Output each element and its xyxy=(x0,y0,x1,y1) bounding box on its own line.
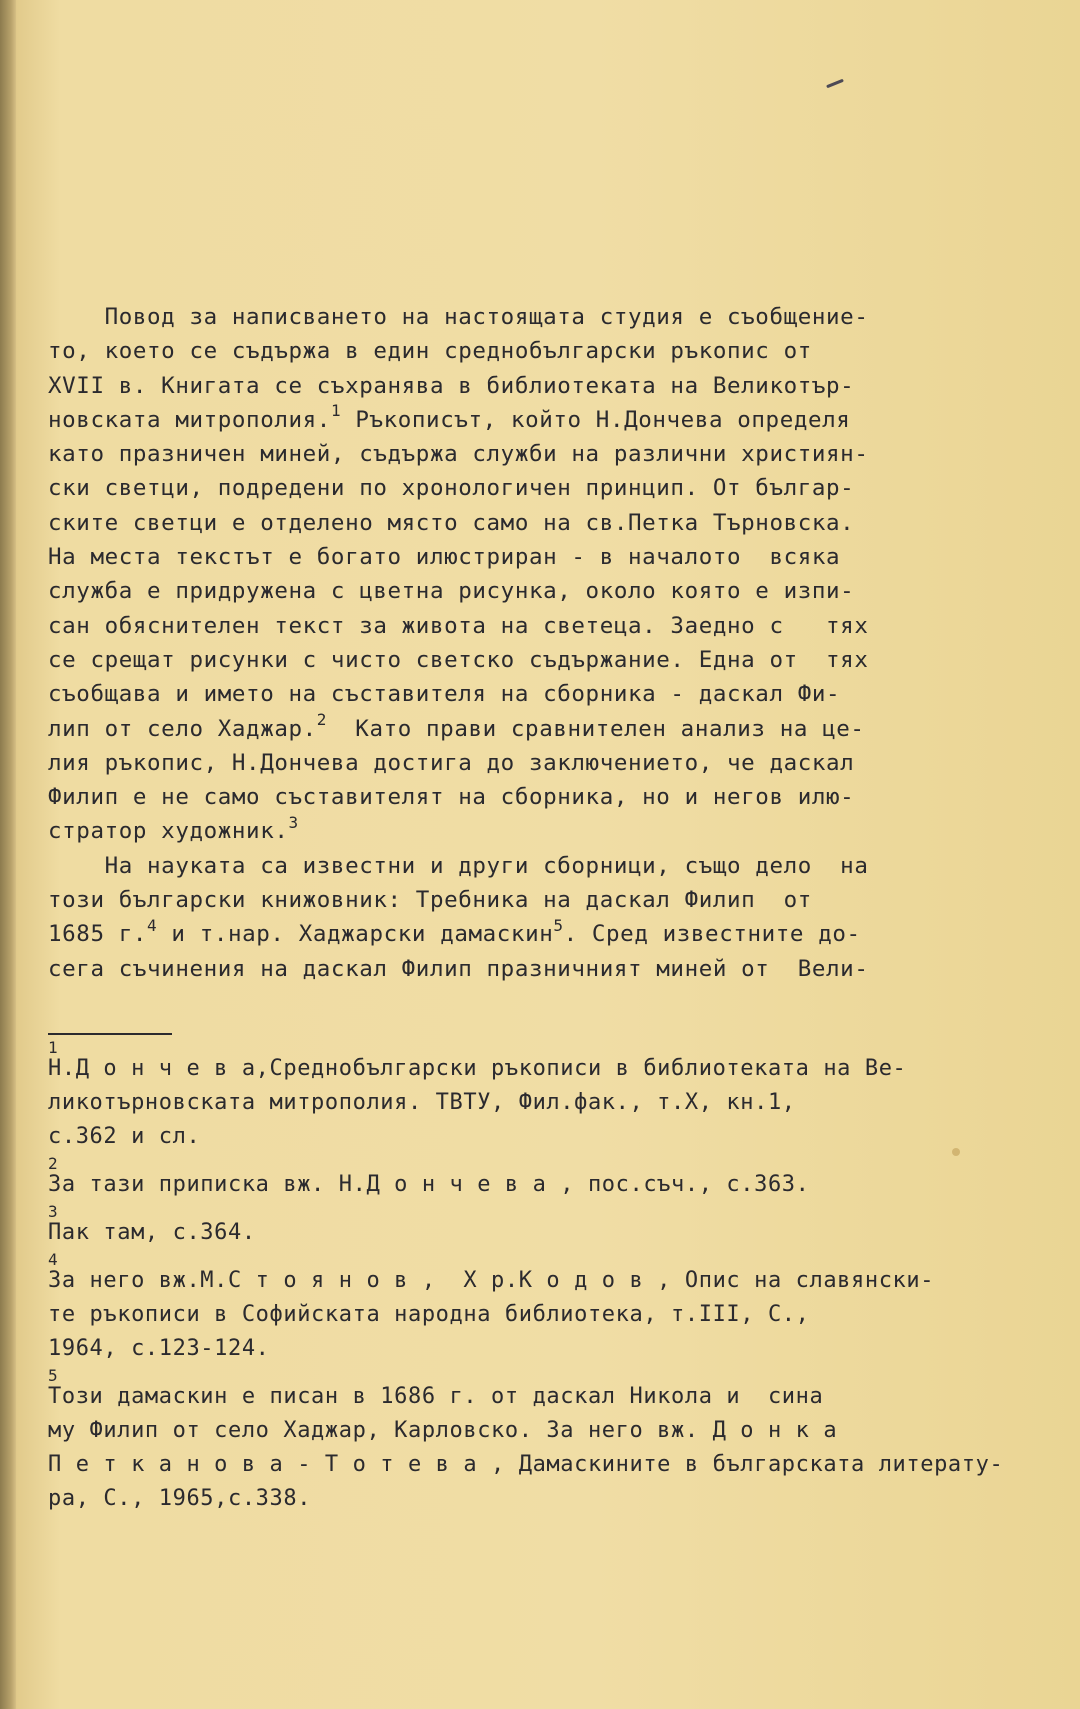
text-line: съобщава и името на съставителя на сборника - даскал Фи- xyxy=(48,681,841,708)
footnote-4 xyxy=(48,1252,998,1366)
footnote-ref-2: 2 xyxy=(316,710,328,730)
text-line: като празничен миней, съдържа служби на различни християн- xyxy=(48,441,869,468)
text-segment: и т.нар. Хаджарски дамаскин xyxy=(157,921,554,948)
text-segment: новската митрополия. xyxy=(48,406,331,433)
page-binding-edge xyxy=(0,0,16,1709)
footnote-2 xyxy=(48,1156,998,1202)
footnote-separator xyxy=(48,1033,172,1035)
footnote-ref-5: 5 xyxy=(553,915,564,935)
paragraph-2 xyxy=(48,849,988,986)
text-segment: Като прави сравнителен анализ на це- xyxy=(327,715,865,742)
text-segment: лип от село Хаджар. xyxy=(48,715,317,742)
footnote-1 xyxy=(48,1040,998,1154)
text-line: служба е придружена с цветна рисунка, около която е изпи- xyxy=(48,578,855,605)
text-line: ски светци, подредени по хронологичен принцип. От българ- xyxy=(48,475,855,502)
text-line: На науката са известни и други сборници, също дело на xyxy=(48,852,869,879)
footnote-text xyxy=(48,1040,998,1154)
footnote-ref-3: 3 xyxy=(288,812,299,832)
footnote-number: 5 xyxy=(48,1366,59,1385)
text-line: На места текстът е богато илюстриран - в началото всяка xyxy=(48,544,841,571)
footnote-line: П е т к а н о в а - Т о т е в а , Дамаскините в българската литерату- xyxy=(48,1452,1004,1477)
text-line xyxy=(48,917,988,951)
footnote-number: 4 xyxy=(48,1250,59,1269)
footnote-ref-1: 1 xyxy=(330,401,342,421)
footnote-line: За тази приписка вж. Н.Д о н ч е в а , пос.съч., с.363. xyxy=(48,1172,810,1197)
text-line: се срещат рисунки с чисто светско съдържание. Една от тях xyxy=(48,646,869,673)
footnote-line: му Филип от село Хаджар, Карловско. За него вж. Д о н к а xyxy=(48,1418,838,1443)
text-line: ските светци е отделено място само на св.Петка Търновска. xyxy=(48,509,855,536)
footnote-line: ра, С., 1965,с.338. xyxy=(48,1486,312,1511)
text-line: XVII в. Книгата се съхранява в библиотеката на Великотър- xyxy=(48,372,855,399)
footnote-number: 2 xyxy=(48,1154,59,1173)
footnote-line: те ръкописи в Софийската народна библиотека, т.III, С., xyxy=(48,1302,810,1327)
text-line: Повод за написването на настоящата студия е съобщение- xyxy=(48,304,869,330)
footnote-ref-4: 4 xyxy=(147,915,158,935)
footnote-line: Пак там, с.364. xyxy=(48,1220,256,1245)
footnote-text xyxy=(48,1204,998,1250)
text-segment: 1685 г. xyxy=(48,921,148,948)
text-segment: . Сред известните до- xyxy=(563,921,861,948)
ink-speck xyxy=(826,79,844,89)
footnote-text xyxy=(48,1156,998,1202)
footnote-line: Този дамаскин е писан в 1686 г. от даскал Никола и сина xyxy=(48,1384,824,1409)
text-segment: Ръкописът, който Н.Дончева определя xyxy=(341,406,851,433)
footnotes xyxy=(48,1038,1004,1516)
footnote-number: 1 xyxy=(48,1038,59,1057)
paragraph-1 xyxy=(48,300,988,849)
footnote-text xyxy=(48,1368,1004,1516)
footnote-line: Н.Д о н ч е в а,Среднобългарски ръкописи в библиотеката на Ве- xyxy=(48,1056,907,1081)
footnote-line: 1964, с.123-124. xyxy=(48,1336,270,1361)
text-line xyxy=(48,403,988,437)
footnote-text xyxy=(48,1252,998,1366)
text-line: сега съчинения на даскал Филип празничният миней от Вели- xyxy=(48,955,869,982)
footnote-line: За него вж.М.С т о я н о в , Х р.К о д о в , Опис на славянски- xyxy=(48,1268,935,1293)
footnote-3 xyxy=(48,1204,998,1250)
footnote-line: с.362 и сл. xyxy=(48,1124,201,1149)
text-line xyxy=(48,712,988,746)
text-line: сан обяснителен текст за живота на светеца. Заедно с тях xyxy=(48,612,869,639)
text-line: лия ръкопис, Н.Дончева достига до заключението, че даскал xyxy=(48,749,855,776)
text-line: Филип е не само съставителят на сборника, но и негов илю- xyxy=(48,784,855,811)
footnote-5 xyxy=(48,1366,1004,1516)
text-line: този български книжовник: Требника на даскал Филип от xyxy=(48,887,812,914)
footnote-line: ликотърновската митрополия. ТВТУ, Фил.фак., т.Х, кн.1, xyxy=(48,1090,796,1115)
footnote-number: 3 xyxy=(48,1202,59,1221)
text-line xyxy=(48,814,988,848)
main-text xyxy=(48,300,988,986)
text-line: то, което се съдържа в един среднобългарски ръкопис от xyxy=(48,338,812,365)
text-segment: стратор художник. xyxy=(48,818,289,845)
